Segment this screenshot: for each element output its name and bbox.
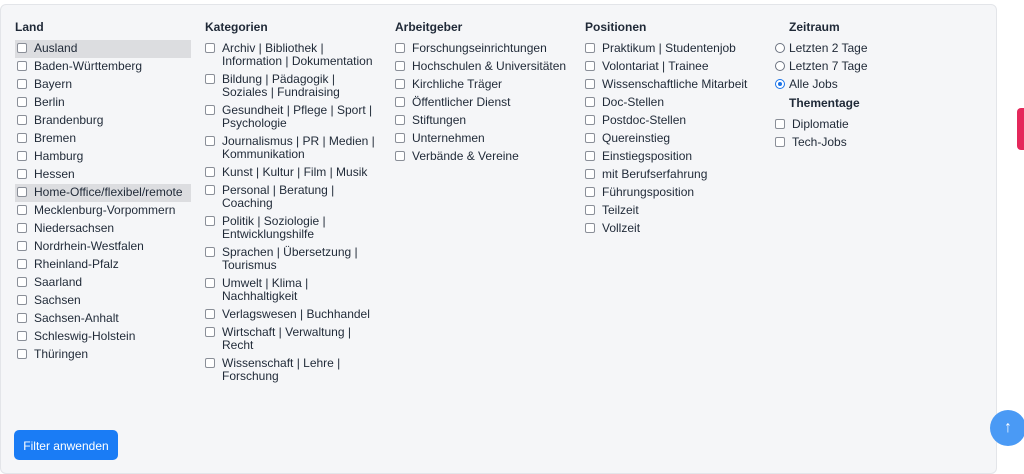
radio-zeitraum-7-tage[interactable]: Letzten 7 Tage: [775, 58, 895, 76]
checkbox-box[interactable]: [17, 259, 27, 269]
checkbox-kategorie-umwelt[interactable]: Umwelt | Klima | Nachhaltigkeit: [205, 275, 381, 306]
filter-column-zeitraum: [775, 20, 895, 152]
checkbox-box[interactable]: [17, 349, 27, 359]
side-feedback-tab[interactable]: [1017, 108, 1024, 150]
checkbox-arbeitgeber-hochschulen[interactable]: Hochschulen & Universitäten: [395, 58, 571, 76]
checkbox-kategorie-kunst[interactable]: Kunst | Kultur | Film | Musik: [205, 164, 381, 182]
checkbox-box[interactable]: [205, 278, 215, 288]
checkbox-position-wissenschaftliche-mitarbeit[interactable]: Wissenschaftliche Mitarbeit: [585, 76, 761, 94]
checkbox-box[interactable]: [205, 136, 215, 146]
checkbox-arbeitgeber-kirchliche-traeger[interactable]: Kirchliche Träger: [395, 76, 571, 94]
checkbox-box[interactable]: [205, 185, 215, 195]
arrow-up-icon: ↑: [1004, 419, 1012, 436]
filter-column-positionen: [585, 20, 761, 238]
checkbox-box[interactable]: [395, 61, 405, 71]
checkbox-box[interactable]: [395, 133, 405, 143]
checkbox-box[interactable]: [395, 43, 405, 53]
checkbox-position-vollzeit[interactable]: Vollzeit: [585, 220, 761, 238]
checkbox-land-ausland[interactable]: Ausland: [15, 40, 191, 58]
checkbox-land-brandenburg[interactable]: Brandenburg: [15, 112, 191, 130]
checkbox-box[interactable]: [585, 169, 595, 179]
checkbox-box[interactable]: [17, 313, 27, 323]
checkbox-kategorie-sprachen[interactable]: Sprachen | Übersetzung | Tourismus: [205, 244, 381, 275]
checkbox-land-bremen[interactable]: Bremen: [15, 130, 191, 148]
checkbox-land-hessen[interactable]: Hessen: [15, 166, 191, 184]
checkbox-position-teilzeit[interactable]: Teilzeit: [585, 202, 761, 220]
checkbox-box[interactable]: [17, 79, 27, 89]
checkbox-kategorie-gesundheit[interactable]: Gesundheit | Pflege | Sport | Psychologie: [205, 102, 381, 133]
filter-column-kategorien: [205, 20, 381, 386]
checkbox-position-quereinstieg[interactable]: Quereinstieg: [585, 130, 761, 148]
filter-column-land: [15, 20, 191, 364]
checkbox-box[interactable]: [585, 115, 595, 125]
column-title-thementage: Thementage: [789, 96, 860, 110]
checkbox-box[interactable]: [17, 115, 27, 125]
checkbox-box[interactable]: [205, 43, 215, 53]
checkbox-arbeitgeber-oeffentlicher-dienst[interactable]: Öffentlicher Dienst: [395, 94, 571, 112]
checkbox-kategorie-bildung[interactable]: Bildung | Pädagogik | Soziales | Fundraising: [205, 71, 381, 102]
checkbox-position-volontariat[interactable]: Volontariat | Trainee: [585, 58, 761, 76]
checkbox-position-postdoc-stellen[interactable]: Postdoc-Stellen: [585, 112, 761, 130]
checkbox-box[interactable]: [585, 61, 595, 71]
checkbox-land-rheinland-pfalz[interactable]: Rheinland-Pfalz: [15, 256, 191, 274]
checkbox-land-berlin[interactable]: Berlin: [15, 94, 191, 112]
checkbox-box[interactable]: [205, 105, 215, 115]
checkbox-land-schleswig-holstein[interactable]: Schleswig-Holstein: [15, 328, 191, 346]
checkbox-box[interactable]: [17, 97, 27, 107]
checkbox-land-mecklenburg-vorpommern[interactable]: Mecklenburg-Vorpommern: [15, 202, 191, 220]
checkbox-land-sachsen-anhalt[interactable]: Sachsen-Anhalt: [15, 310, 191, 328]
checkbox-kategorie-politik[interactable]: Politik | Soziologie | Entwicklungshilfe: [205, 213, 381, 244]
checkbox-box[interactable]: [585, 151, 595, 161]
checkbox-box[interactable]: [585, 133, 595, 143]
checkbox-box[interactable]: [205, 327, 215, 337]
checkbox-kategorie-journalismus[interactable]: Journalismus | PR | Medien | Kommunikation: [205, 133, 381, 164]
checkbox-box[interactable]: [205, 216, 215, 226]
checkbox-arbeitgeber-forschungseinrichtungen[interactable]: Forschungseinrichtungen: [395, 40, 571, 58]
checkbox-kategorie-wirtschaft[interactable]: Wirtschaft | Verwaltung | Recht: [205, 324, 381, 355]
checkbox-land-home-office[interactable]: Home-Office/flexibel/remote: [15, 184, 191, 202]
checkbox-box[interactable]: [17, 241, 27, 251]
checkbox-box[interactable]: [17, 61, 27, 71]
checkbox-box[interactable]: [205, 167, 215, 177]
apply-filter-button[interactable]: Filter anwenden: [14, 430, 118, 460]
checkbox-box[interactable]: [395, 79, 405, 89]
checkbox-kategorie-personal[interactable]: Personal | Beratung | Coaching: [205, 182, 381, 213]
checkbox-box[interactable]: [585, 97, 595, 107]
checkbox-box[interactable]: [205, 358, 215, 368]
checkbox-position-praktikum[interactable]: Praktikum | Studentenjob: [585, 40, 761, 58]
checkbox-box[interactable]: [395, 115, 405, 125]
checkbox-box[interactable]: [17, 205, 27, 215]
checkbox-box[interactable]: [205, 247, 215, 257]
checkbox-position-einstiegsposition[interactable]: Einstiegsposition: [585, 148, 761, 166]
column-title-land: Land: [15, 20, 44, 34]
radio-button[interactable]: [775, 61, 785, 71]
checkbox-box[interactable]: [17, 277, 27, 287]
checkbox-land-baden-wuerttemberg[interactable]: Baden-Württemberg: [15, 58, 191, 76]
checkbox-box[interactable]: [17, 295, 27, 305]
checkbox-box[interactable]: [17, 43, 27, 53]
checkbox-box[interactable]: [17, 133, 27, 143]
checkbox-land-hamburg[interactable]: Hamburg: [15, 148, 191, 166]
checkbox-land-nordrhein-westfalen[interactable]: Nordrhein-Westfalen: [15, 238, 191, 256]
checkbox-position-berufserfahrung[interactable]: mit Berufserfahrung: [585, 166, 761, 184]
checkbox-box[interactable]: [17, 187, 27, 197]
radio-zeitraum-alle-jobs[interactable]: Alle Jobs: [775, 76, 895, 94]
checkbox-box[interactable]: [395, 151, 405, 161]
checkbox-land-niedersachsen[interactable]: Niedersachsen: [15, 220, 191, 238]
checkbox-box[interactable]: [585, 43, 595, 53]
column-title-kategorien: Kategorien: [205, 20, 268, 34]
checkbox-box[interactable]: [585, 187, 595, 197]
checkbox-box[interactable]: [17, 169, 27, 179]
checkbox-box[interactable]: [775, 137, 785, 147]
checkbox-kategorie-archiv[interactable]: Archiv | Bibliothek | Information | Dokumentation: [205, 40, 381, 71]
checkbox-land-bayern[interactable]: Bayern: [15, 76, 191, 94]
column-title-arbeitgeber: Arbeitgeber: [395, 20, 463, 34]
checkbox-box[interactable]: [205, 74, 215, 84]
radio-zeitraum-2-tage[interactable]: Letzten 2 Tage: [775, 40, 895, 58]
checkbox-arbeitgeber-verbaende[interactable]: Verbände & Vereine: [395, 148, 571, 166]
column-title-positionen: Positionen: [585, 20, 647, 34]
checkbox-box[interactable]: [585, 79, 595, 89]
radio-button-selected[interactable]: [775, 79, 785, 89]
checkbox-land-thueringen[interactable]: Thüringen: [15, 346, 191, 364]
checkbox-box[interactable]: [17, 151, 27, 161]
checkbox-arbeitgeber-unternehmen[interactable]: Unternehmen: [395, 130, 571, 148]
checkbox-box[interactable]: [17, 223, 27, 233]
checkbox-box[interactable]: [395, 97, 405, 107]
scroll-to-top-button[interactable]: [990, 410, 1024, 446]
checkbox-land-saarland[interactable]: Saarland: [15, 274, 191, 292]
checkbox-kategorie-wissenschaft[interactable]: Wissenschaft | Lehre | Forschung: [205, 355, 381, 386]
column-title-zeitraum: Zeitraum: [789, 20, 840, 34]
checkbox-thementag-diplomatie[interactable]: Diplomatie: [775, 116, 895, 134]
radio-button[interactable]: [775, 43, 785, 53]
checkbox-arbeitgeber-stiftungen[interactable]: Stiftungen: [395, 112, 571, 130]
checkbox-box[interactable]: [17, 331, 27, 341]
checkbox-box[interactable]: [775, 119, 785, 129]
checkbox-box[interactable]: [585, 223, 595, 233]
checkbox-kategorie-verlagswesen[interactable]: Verlagswesen | Buchhandel: [205, 306, 381, 324]
checkbox-box[interactable]: [585, 205, 595, 215]
checkbox-land-sachsen[interactable]: Sachsen: [15, 292, 191, 310]
checkbox-position-doc-stellen[interactable]: Doc-Stellen: [585, 94, 761, 112]
checkbox-position-fuehrungsposition[interactable]: Führungsposition: [585, 184, 761, 202]
checkbox-box[interactable]: [205, 309, 215, 319]
filter-panel: [0, 4, 997, 474]
checkbox-thementag-tech-jobs[interactable]: Tech-Jobs: [775, 134, 895, 152]
filter-column-arbeitgeber: [395, 20, 571, 166]
